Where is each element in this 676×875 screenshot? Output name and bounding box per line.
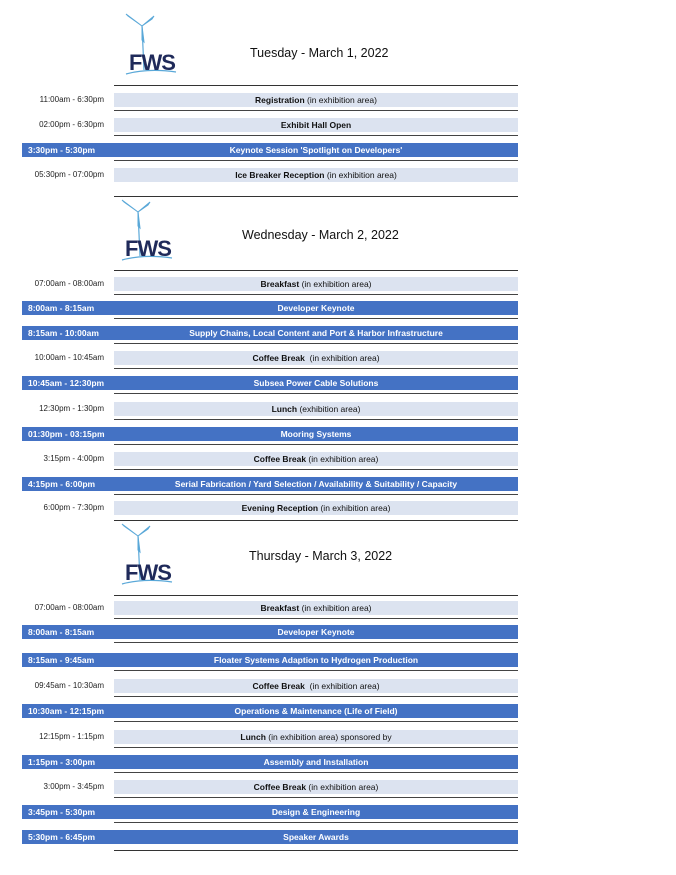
session-title [114,143,518,157]
session-title [114,805,518,819]
row-divider [114,670,518,671]
session-name: Registration [255,95,305,105]
agenda-row [0,452,676,466]
day-2-header-rule [114,270,518,271]
session-title [114,780,518,794]
session-name: Lunch [271,404,298,414]
row-divider [114,110,518,111]
session-note: (in exhibition area) [318,503,391,513]
session-time: 12:30pm - 1:30pm [39,404,104,413]
session-name: Coffee Break [252,681,305,691]
session-title [114,326,518,340]
session-time: 8:00am - 8:15am [22,301,114,315]
session-name: Coffee Break [252,353,305,363]
agenda-row [0,477,676,491]
session-title [114,351,518,365]
session-title [114,168,518,182]
session-name: Operations & Maintenance (Life of Field) [234,706,398,716]
session-title [114,501,518,515]
session-note: (in exhibition area) [304,681,380,691]
session-name: Design & Engineering [271,807,361,817]
session-name: Subsea Power Cable Solutions [253,378,379,388]
session-time: 3:00pm - 3:45pm [43,782,104,791]
session-time: 3:30pm - 5:30pm [22,143,114,157]
agenda-row [0,780,676,794]
day-1-header-rule [114,85,518,86]
day-3-header-rule [114,595,518,596]
session-title [114,452,518,466]
session-time: 1:15pm - 3:00pm [22,755,114,769]
session-note: (exhibition area) [297,404,361,414]
session-time: 8:15am - 9:45am [22,653,114,667]
session-time: 5:30pm - 6:45pm [22,830,114,844]
agenda-row [0,168,676,182]
session-note: (in exhibition area) [304,353,380,363]
row-divider [114,494,518,495]
row-divider [114,642,518,643]
row-divider [114,393,518,394]
row-divider [114,822,518,823]
session-title [114,601,518,615]
agenda-row [0,704,676,718]
day-3-logo-text: FWS [125,560,171,585]
session-title [114,477,518,491]
day-2-logo-text: FWS [125,236,171,261]
session-name: Ice Breaker Reception [235,170,325,180]
session-time: 10:30am - 12:15pm [22,704,114,718]
session-time: 09:45am - 10:30am [34,681,104,690]
agenda-row [0,277,676,291]
row-divider [114,696,518,697]
agenda-row [0,830,676,844]
row-divider [114,294,518,295]
session-time: 8:00am - 8:15am [22,625,114,639]
row-divider [114,618,518,619]
agenda-row [0,143,676,157]
agenda-row [0,402,676,416]
session-title [114,427,518,441]
session-note: (in exhibition area) [306,454,379,464]
session-title [114,679,518,693]
agenda-row [0,376,676,390]
session-name: Assembly and Installation [263,757,369,767]
session-time: 07:00am - 08:00am [34,279,104,288]
session-time: 05:30pm - 07:00pm [34,170,104,179]
day-3-end-rule [114,850,518,851]
session-title [114,704,518,718]
row-divider [114,469,518,470]
session-time: 07:00am - 08:00am [34,603,104,612]
session-title [114,376,518,390]
session-note: (in exhibition area) sponsored by [265,732,392,742]
session-time: 02:00pm - 6:30pm [39,120,104,129]
session-title [114,301,518,315]
session-time: 01:30pm - 03:15pm [22,427,114,441]
session-name: Serial Fabrication / Yard Selection / Availability & Suitability / Capacity [174,479,458,489]
session-time: 8:15am - 10:00am [22,326,114,340]
session-time: 3:45pm - 5:30pm [22,805,114,819]
session-title [114,653,518,667]
session-note: (in exhibition area) [306,782,379,792]
session-time: 4:15pm - 6:00pm [22,477,114,491]
day-2-end-rule [114,520,518,521]
day-1-end-rule [114,196,518,197]
session-title [114,830,518,844]
day-2-fws-logo [114,198,184,268]
row-divider [114,160,518,161]
row-divider [114,747,518,748]
agenda-row [0,351,676,365]
agenda-row [0,118,676,132]
row-divider [114,318,518,319]
session-time: 6:00pm - 7:30pm [43,503,104,512]
row-divider [114,797,518,798]
session-name: Speaker Awards [283,832,349,842]
session-name: Floater Systems Adaption to Hydrogen Production [213,655,419,665]
session-note: (in exhibition area) [324,170,397,180]
session-note: (in exhibition area) [299,279,372,289]
session-time: 10:00am - 10:45am [34,353,104,362]
day-1-logo-text: FWS [129,50,175,75]
session-title [114,755,518,769]
session-title [114,118,518,132]
session-name: Breakfast [260,603,300,613]
day-1-fws-logo [118,12,188,82]
session-title [114,277,518,291]
agenda-row [0,653,676,667]
session-name: Supply Chains, Local Content and Port & Harbor Infrastructure [189,328,443,338]
session-time: 12:15pm - 1:15pm [39,732,104,741]
agenda-row [0,755,676,769]
session-time: 10:45am - 12:30pm [22,376,114,390]
session-time: 11:00am - 6:30pm [39,95,104,104]
day-1-title: Tuesday - March 1, 2022 [250,46,389,60]
session-name: Keynote Session 'Spotlight on Developers' [229,145,403,155]
agenda-row [0,625,676,639]
agenda-row [0,679,676,693]
agenda-row [0,601,676,615]
session-name: Coffee Break [253,454,307,464]
row-divider [114,368,518,369]
session-title [114,730,518,744]
session-name: Mooring Systems [280,429,352,439]
day-3-fws-logo [114,522,184,592]
session-time: 3:15pm - 4:00pm [43,454,104,463]
agenda-row [0,501,676,515]
row-divider [114,343,518,344]
agenda-row [0,805,676,819]
row-divider [114,721,518,722]
session-name: Lunch [240,732,266,742]
session-name: Coffee Break [253,782,307,792]
session-name: Developer Keynote [277,627,355,637]
agenda-row [0,730,676,744]
agenda-row [0,93,676,107]
row-divider [114,444,518,445]
agenda-row [0,301,676,315]
session-title [114,402,518,416]
session-note: (in exhibition area) [299,603,372,613]
row-divider [114,419,518,420]
session-title [114,625,518,639]
session-note: (in exhibition area) [304,95,377,105]
session-name: Exhibit Hall Open [280,120,352,130]
agenda-row [0,427,676,441]
row-divider [114,135,518,136]
agenda-row [0,326,676,340]
day-3-title: Thursday - March 3, 2022 [249,549,393,563]
session-name: Breakfast [260,279,300,289]
session-title [114,93,518,107]
row-divider [114,772,518,773]
session-name: Evening Reception [241,503,319,513]
day-2-title: Wednesday - March 2, 2022 [242,228,399,242]
session-name: Developer Keynote [277,303,355,313]
